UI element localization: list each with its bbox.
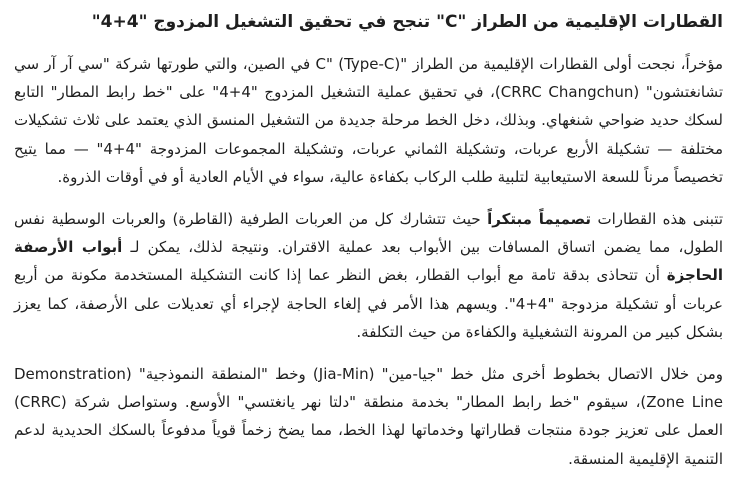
paragraph-2-text-2: حيث تتشارك كل من العربات الطرفية (القاطرة) والعربات الوسطية نفس الطول، مما يضمن اتساق المسافات بين الأبواب بعد عملية الاقتران. ونتيجة لذلك، يمكن لـ: [14, 210, 724, 257]
article-paragraph-2: [14, 205, 723, 346]
article-title: القطارات الإقليمية من الطراز "C" تنجح في تحقيق التشغيل المزدوج "4+4": [91, 12, 723, 32]
bold-phrase-innovative-design: تصميماً مبتكراً: [487, 210, 592, 229]
bold-phrase-platform-screen-doors: أبواب الأرصفة الحاجزة: [14, 238, 723, 285]
paragraph-2-text-3: أن تتحاذى بدقة تامة مع أبواب القطار، بغض النظر عما إذا كانت التشكيلة المستخدمة مكونة من أربع عربات أو تشكيلة مزدوجة "4+4". ويسهم هذا الأمر في إلغاء الحاجة لإجراء أي تعديلات على الأرصفة، كما يعزز بشكل كبير من المرونة التشغيلية والكفاءة من حيث التكلفة.: [14, 266, 723, 341]
article-paragraph-1: مؤخراً، نجحت أولى القطارات الإقليمية من الطراز "C" (Type-C) في الصين، والتي طورتها شركة "سي آر آر سي تشانغتشون" (CRRC Changchun)، في تحقيق عملية التشغيل المزدوج "4+4" على "خط رابط المطار" التابع لسكك حديد ضواحي شنغهاي. وبذلك، دخل الخط مرحلة جديدة من التشغيل المنسق الذي يعتمد على ثلاث تشكيلات مختلفة — تشكيلة الأربع عربات، وتشكيلة الثماني عربات، وتشكيلة المجموعات المزدوجة "4+4" — مما يتيح تخصيصاً مرناً للسعة الاستيعابية لتلبية طلب الركاب بكفاءة عالية، سواء في الأيام العادية أو في أوقات الذروة.: [14, 55, 723, 186]
article-paragraph-3: ومن خلال الاتصال بخطوط أخرى مثل خط "جيا-مين" (Jia-Min) وخط "المنطقة النموذجية" (Demonstration Zone Line)، سيقوم "خط رابط المطار" بخدمة منطقة "دلتا نهر يانغتسي" الأوسع. وستواصل شركة (CRRC) العمل على تعزيز جودة منتجات قطاراتها وخدماتها لهذا الخط، مما يضخ زخماً قوياً مدفوعاً بالسكك الحديدية لدعم التنمية الإقليمية المنسقة.: [14, 365, 724, 468]
paragraph-2-text-1: تتبنى هذه القطارات: [591, 210, 724, 229]
